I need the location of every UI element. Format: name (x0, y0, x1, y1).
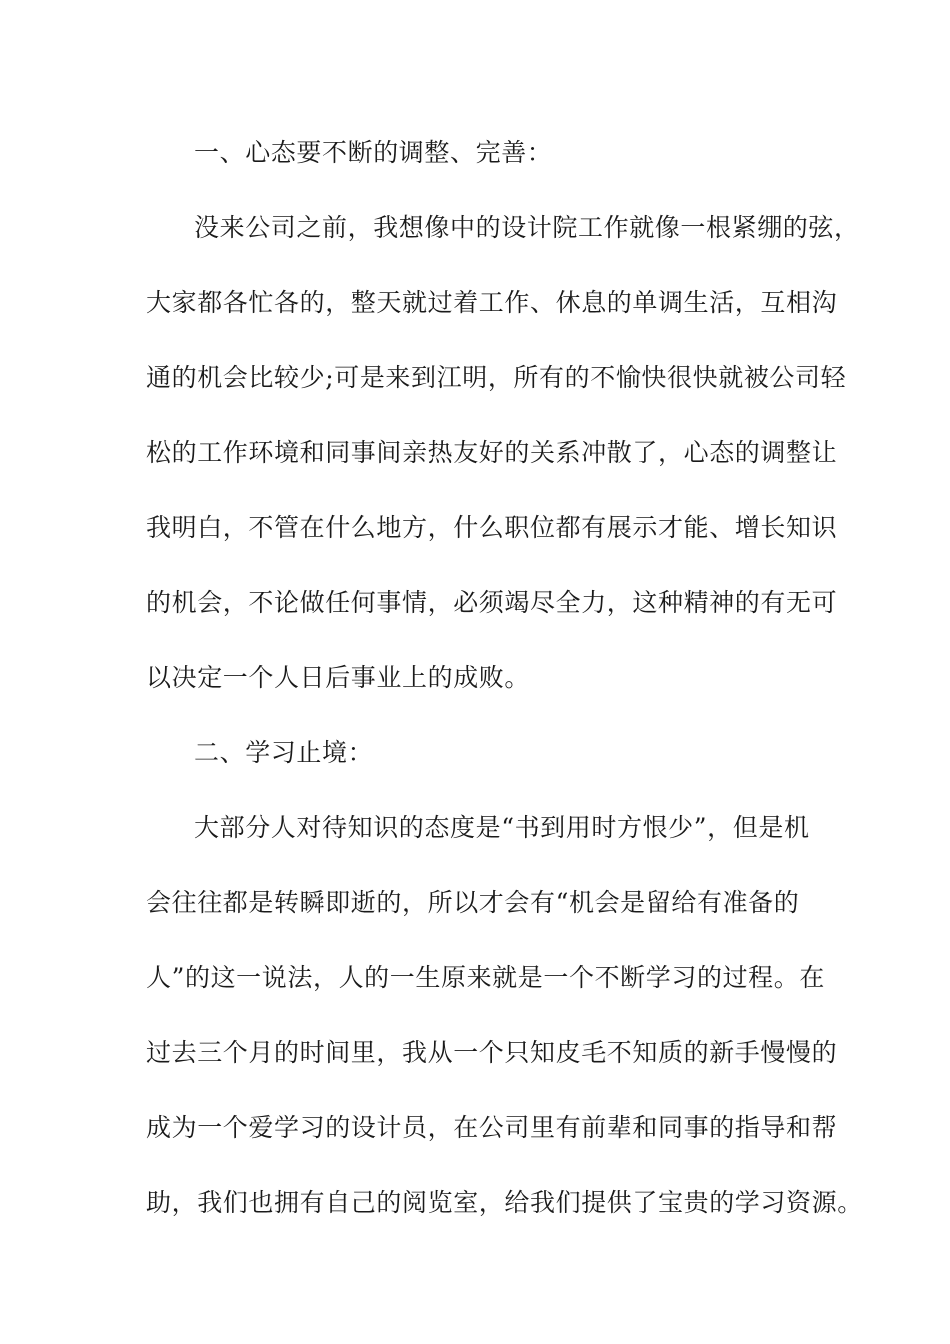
paragraph-line: 过去三个月的时间里，我从一个只知皮毛不知质的新手慢慢的 (146, 1038, 838, 1067)
section-heading-1: 一、心态要不断的调整、完善： (194, 138, 553, 167)
paragraph-line: 没来公司之前，我想像中的设计院工作就像一根紧绷的弦， (194, 213, 860, 242)
paragraph-line: 的机会，不论做任何事情，必须竭尽全力，这种精神的有无可 (146, 588, 838, 617)
paragraph-line: 助，我们也拥有自己的阅览室，给我们提供了宝贵的学习资源。 (146, 1188, 863, 1217)
paragraph-line: 大家都各忙各的，整天就过着工作、休息的单调生活，互相沟 (146, 288, 838, 317)
paragraph-line: 我明白，不管在什么地方，什么职位都有展示才能、增长知识 (146, 513, 838, 542)
paragraph-line: 大部分人对待知识的态度是“书到用时方恨少”，但是机 (194, 813, 810, 842)
paragraph-line: 通的机会比较少;可是来到江明，所有的不愉快很快就被公司轻 (146, 363, 847, 392)
paragraph-line: 成为一个爱学习的设计员，在公司里有前辈和同事的指导和帮 (146, 1113, 838, 1142)
paragraph-line: 松的工作环境和同事间亲热友好的关系冲散了，心态的调整让 (146, 438, 838, 467)
section-heading-2: 二、学习止境： (194, 738, 374, 767)
paragraph-line: 以决定一个人日后事业上的成败。 (146, 663, 531, 692)
paragraph-line: 人”的这一说法，人的一生原来就是一个不断学习的过程。在 (146, 963, 825, 992)
paragraph-line: 会往往都是转瞬即逝的，所以才会有“机会是留给有准备的 (146, 888, 800, 917)
